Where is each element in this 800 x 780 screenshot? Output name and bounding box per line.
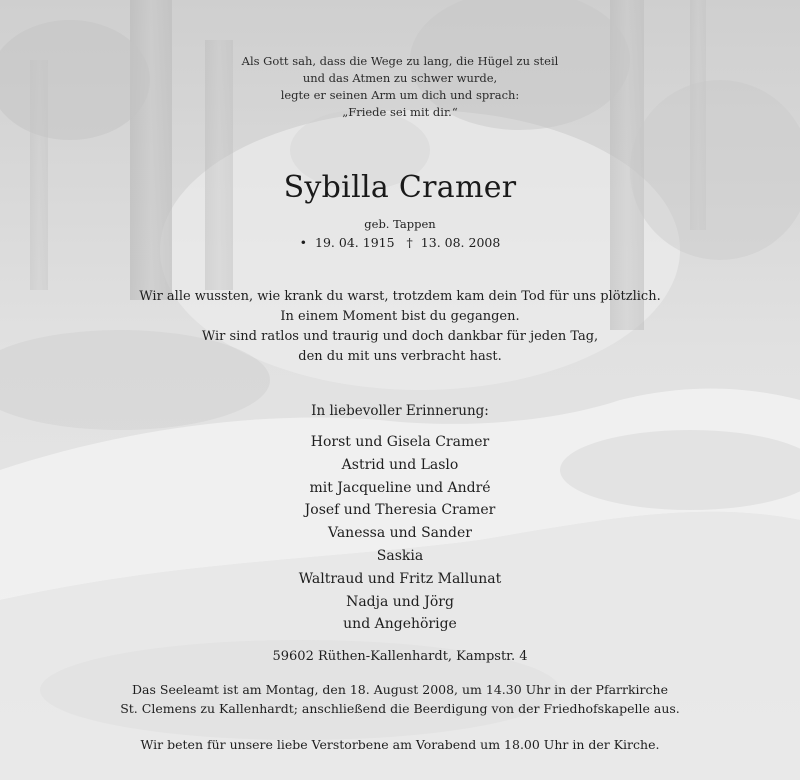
- funeral-service-info: [0, 681, 800, 718]
- mourner-entry: Horst und Gisela Cramer: [310, 434, 490, 450]
- mourner-entry: mit Jacqueline und André: [309, 479, 491, 496]
- death-symbol: †: [406, 235, 413, 250]
- mourner-entry: Vanessa und Sander: [328, 525, 472, 542]
- mourner-entry: Saskia: [376, 547, 424, 564]
- memory-heading: In liebevoller Erinnerung:: [311, 403, 489, 419]
- prayer-info: [0, 736, 800, 754]
- life-dates: [0, 235, 800, 251]
- mourner-entry: Waltraud und Fritz Mallunat: [298, 570, 502, 587]
- birth-date: 19. 04. 1915: [315, 235, 395, 250]
- mourner-entry: Nadja und Jörg: [346, 593, 454, 610]
- mourners-list: [0, 431, 800, 636]
- mourner-entry: und Angehörige: [343, 616, 457, 633]
- service-line: Das Seeleamt ist am Montag, den 18. August 2008, um 14.30 Uhr in der Pfarrkirche: [132, 682, 668, 697]
- birth-name: geb. Tappen: [364, 217, 436, 231]
- quote-line: „Friede sei mit dir.“: [342, 105, 458, 119]
- death-date: 13. 08. 2008: [420, 235, 501, 250]
- farewell-text: [0, 287, 800, 367]
- deceased-name: Sybilla Cramer: [283, 170, 517, 205]
- quote-line: legte er seinen Arm um dich und sprach:: [280, 88, 520, 102]
- farewell-line: In einem Moment bist du gegangen.: [280, 309, 520, 324]
- mourner-entry: Josef und Theresia Cramer: [304, 502, 496, 519]
- farewell-line: Wir sind ratlos und traurig und doch dankbar für jeden Tag,: [201, 329, 599, 344]
- farewell-line: den du mit uns verbracht hast.: [298, 349, 502, 364]
- quote-line: Als Gott sah, dass die Wege zu lang, die Hügel zu steil: [241, 54, 559, 68]
- service-line: St. Clemens zu Kallenhardt; anschließend die Beerdigung von der Friedhofskapelle aus.: [120, 700, 680, 716]
- birth-symbol: •: [299, 235, 308, 250]
- family-address: 59602 Rüthen-Kallenhardt, Kampstr. 4: [272, 649, 528, 664]
- farewell-line: Wir alle wussten, wie krank du warst, trotzdem kam dein Tod für uns plötzlich.: [139, 289, 661, 304]
- quote-line: und das Atmen zu schwer wurde,: [302, 71, 498, 85]
- opening-quote: [0, 53, 800, 121]
- mourner-entry: Astrid und Laslo: [341, 456, 459, 473]
- prayer-line: Wir beten für unsere liebe Verstorbene am Vorabend um 18.00 Uhr in der Kirche.: [140, 737, 660, 752]
